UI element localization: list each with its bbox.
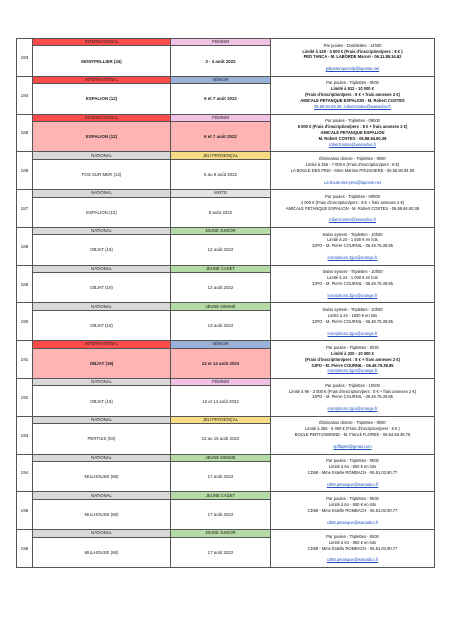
- contact-email-link[interactable]: robertcostes@wanadoo.fr: [329, 141, 376, 147]
- event-detail-line: Swiss system - Triplettes - 10h00: [322, 269, 383, 275]
- event-location: OBJAT (19): [33, 386, 171, 416]
- event-level: NATIONAL: [33, 492, 171, 499]
- event-detail-line: 4 000 € (Frais d'inscription/pers : 8 € + frais annexes 2 €): [300, 199, 405, 205]
- event-detail-line: 3JPO - M. Pierre COURNIL - 06.49.75.39.85: [312, 243, 393, 249]
- event-number: 196: [17, 530, 33, 568]
- event-date: 17 août 2022: [171, 461, 271, 491]
- event-header-row: [17, 39, 435, 46]
- event-location: MULHOUSE (68): [33, 461, 171, 491]
- event-category: FÉMININ: [171, 114, 271, 121]
- event-header-row: [17, 152, 435, 159]
- event-detail-line: Limité à 512 - 10 000 €: [330, 86, 374, 92]
- event-detail-line: PED TANCA - M. LABORDE Marcel - 06.11.89.34.62: [303, 54, 402, 60]
- event-category: JEUNE MINIME: [171, 303, 271, 310]
- event-number: 186: [17, 152, 33, 190]
- event-date: 6 au 8 août 2022: [171, 159, 271, 189]
- event-category: JEUNE JUNIOR: [171, 227, 271, 234]
- event-level: NATIONAL: [33, 379, 171, 386]
- event-level: INTERNATIONAL: [33, 114, 171, 121]
- event-detail-line: 3JPO - M. Pierre COURNIL - 06.49.75.39.85: [312, 394, 393, 400]
- event-detail-line: Limité à 64 - 850 € en lots: [328, 539, 377, 545]
- event-detail-line: (Frais d'inscription/pers : 8 € + frais annexes 2 €): [305, 92, 400, 98]
- event-detail-line: Par poules - Triplettes - 9h00: [326, 458, 379, 464]
- event-detail-line: (Frais d'inscription/pers : 8 € + frais annexes 2 €): [305, 356, 400, 362]
- event-detail-line: Élimination directe - Triplettes - 9h00: [319, 420, 386, 426]
- event-category: FÉMININ: [171, 39, 271, 46]
- event-level: NATIONAL: [33, 530, 171, 537]
- event-detail-line: Limité à 24 - 1 000 € en lots: [327, 275, 378, 281]
- event-date: 17 août 2022: [171, 499, 271, 529]
- event-detail-line: Par poules - Triplettes - 9h00: [326, 496, 379, 502]
- event-number: 193: [17, 416, 33, 454]
- event-date: 6 et 7 août 2022: [171, 121, 271, 151]
- event-location: OBJAT (19): [33, 273, 171, 303]
- event-number: 195: [17, 492, 33, 530]
- event-date: 13 août 2022: [171, 310, 271, 340]
- event-location: OBJAT (19): [33, 310, 171, 340]
- event-details: [271, 303, 435, 341]
- contact-email-link[interactable]: cd68.petanque@wanadoo.fr: [326, 557, 379, 563]
- event-header-row: [17, 227, 435, 234]
- event-location: MULHOUSE (68): [33, 499, 171, 529]
- contact-email-link[interactable]: robertcostes@wanadoo.fr: [329, 217, 376, 223]
- event-detail-line: AMICALE PETANQUE ESPALION: [320, 130, 385, 135]
- event-details: [271, 416, 435, 454]
- event-category: SÉNIOR: [171, 76, 271, 83]
- event-date: 17 août 2022: [171, 537, 271, 567]
- contact-email-link[interactable]: inscriptions.3jpo@orange.fr: [327, 368, 378, 374]
- event-detail-line: BOULE PERTUISIENNE - M. Franck FLORES - 06.64.68.38.76: [294, 432, 411, 438]
- event-category: JEUNE MINIME: [171, 454, 271, 461]
- event-header-row: [17, 416, 435, 423]
- event-details: [271, 39, 435, 77]
- event-details: [271, 114, 435, 152]
- event-number: 184: [17, 76, 33, 114]
- contact-email-link[interactable]: 06.88.94.60.38 -robertcostes@wanadoo.fr: [314, 104, 391, 109]
- event-header-row: [17, 454, 435, 461]
- event-detail-line: M. Robert COSTES - 06.88.94.60.38: [318, 135, 387, 141]
- event-header-row: [17, 76, 435, 83]
- event-details: [271, 454, 435, 492]
- event-header-row: [17, 265, 435, 272]
- event-date: 6 et 7 août 2022: [171, 84, 271, 114]
- event-location: ESPALION (12): [33, 197, 171, 227]
- event-number: 189: [17, 265, 33, 303]
- event-location: OBJAT (19): [33, 235, 171, 265]
- event-location: FOS SUR MER (13): [33, 159, 171, 189]
- event-header-row: [17, 114, 435, 121]
- event-location: PERTUIS (84): [33, 424, 171, 454]
- event-detail-line: LA BOULE DES PINS - Mme Martine POUSSIERE - 06.56.90.94.50: [290, 167, 415, 173]
- event-level: NATIONAL: [33, 227, 171, 234]
- event-detail-line: Par poules - Triplettes - 09h00: [325, 193, 380, 199]
- event-details: [271, 379, 435, 417]
- event-detail-line: Limité à 64 - 850 € en lots: [328, 501, 377, 507]
- event-level: NATIONAL: [33, 190, 171, 197]
- event-detail-line: Par poules - Triplettes - 09h00: [325, 118, 380, 124]
- event-detail-line: Swiss system - Triplettes - 10h00: [322, 231, 383, 237]
- event-details: [271, 76, 435, 114]
- event-detail-line: CD68 - Mme Estelle ROMBACH - 06.51.03.90.77: [307, 545, 398, 551]
- event-date: 13 août 2022: [171, 273, 271, 303]
- event-detail-line: Par poules - Triplettes - 9h00: [326, 533, 379, 539]
- event-date: 8 août 2022: [171, 197, 271, 227]
- event-detail-line: Par poules - Doublettes - 14h00: [323, 42, 382, 48]
- event-details: [271, 492, 435, 530]
- contact-email-link[interactable]: cd68.petanque@wanadoo.fr: [326, 481, 379, 487]
- event-detail-line: Limité à 64 - 850 € en lots: [328, 464, 377, 470]
- event-category: JEUNE JUNIOR: [171, 530, 271, 537]
- event-details: [271, 341, 435, 379]
- event-header-row: [17, 530, 435, 537]
- event-category: JEUNE CADET: [171, 265, 271, 272]
- event-date: 13 et 14 août 2022: [171, 348, 271, 378]
- event-number: 192: [17, 379, 33, 417]
- event-details: [271, 265, 435, 303]
- event-level: INTERNATIONAL: [33, 76, 171, 83]
- event-detail-line: CD68 - Mme Estelle ROMBACH - 06.51.03.90.77: [307, 507, 398, 513]
- event-detail-line: Limité à 24 - 1 500 € en lots: [327, 237, 378, 243]
- event-level: NATIONAL: [33, 265, 171, 272]
- event-header-row: [17, 379, 435, 386]
- event-category: SÉNIOR: [171, 341, 271, 348]
- event-header-row: [17, 341, 435, 348]
- contact-email-link[interactable]: La-boule-des-pins@laposte.net: [324, 179, 381, 185]
- contact-email-link[interactable]: pdtpetanquemlp@laposte.net: [325, 66, 380, 72]
- event-detail-line: Par poules - Triplettes - 9h30: [326, 344, 379, 350]
- event-location: MULHOUSE (68): [33, 537, 171, 567]
- event-detail-line: AMICALE PETANQUE ESPALION - M. Robert COSTES - 06.88.94.60.38: [285, 205, 420, 211]
- event-detail-line: Limité à 256 - 6 000 € (Frais d'inscription/pers : 6 € ): [305, 426, 400, 432]
- event-number: 194: [17, 454, 33, 492]
- event-detail-line: Limité à 24 - 1500 € en lots: [327, 313, 378, 319]
- event-header-row: [17, 492, 435, 499]
- contact-email-link[interactable]: inscriptions.3jpo@orange.fr: [327, 330, 378, 336]
- event-date: 12 août 2022: [171, 235, 271, 265]
- event-number: 190: [17, 303, 33, 341]
- event-location: MONTPELLIER (34): [33, 46, 171, 76]
- event-category: JEU PROVENÇAL: [171, 416, 271, 423]
- event-number: 191: [17, 341, 33, 379]
- event-header-row: [17, 303, 435, 310]
- event-detail-line: 3JPO - M. Pierre COURNIL - 06.49.75.39.85: [311, 362, 394, 368]
- event-number: 187: [17, 190, 33, 228]
- event-number: 185: [17, 114, 33, 152]
- event-detail-line: Limité à 320 - 10 000 €: [330, 350, 374, 356]
- contact-email-link[interactable]: spflbp84@gmail.com: [333, 444, 372, 450]
- event-level: NATIONAL: [33, 152, 171, 159]
- contact-email-link[interactable]: inscriptions.3jpo@orange.fr: [327, 292, 378, 298]
- event-level: NATIONAL: [33, 416, 171, 423]
- event-category: MIXTE: [171, 190, 271, 197]
- event-detail-line: Par poules - Triplettes - 9h00: [326, 80, 379, 86]
- competition-table: [16, 38, 435, 568]
- event-level: NATIONAL: [33, 303, 171, 310]
- event-date: 13 et 14 août 2022: [171, 386, 271, 416]
- event-date: 13 au 15 août 2022: [171, 424, 271, 454]
- event-detail-line: Swiss system - Triplettes - 10h00: [322, 307, 383, 313]
- event-details: [271, 227, 435, 265]
- event-level: NATIONAL: [33, 454, 171, 461]
- event-detail-line: 3JPO - M. Pierre COURNIL - 06.49.75.39.85: [312, 281, 393, 287]
- event-detail-line: Par poules - Triplettes - 10h00: [325, 382, 380, 388]
- event-detail-line: Limité à 96 - 3 000 € (Frais d'inscription/pers : 8 € + frais annexes 2 €): [289, 388, 416, 394]
- event-details: [271, 190, 435, 228]
- event-location: ESPALION (12): [33, 121, 171, 151]
- event-details: [271, 152, 435, 190]
- event-detail-line: Limité à 256 - 7 000 € (Frais d'inscription/pers : 8 €): [305, 161, 400, 167]
- event-date: 3 - 4 août 2022: [171, 46, 271, 76]
- event-detail-line: Élimination directe - Triplettes - 9h00: [319, 156, 386, 161]
- event-location: OBJAT (19): [33, 348, 171, 378]
- event-category: JEUNE CADET: [171, 492, 271, 499]
- event-level: INTERNATIONAL: [33, 39, 171, 46]
- contact-email-link[interactable]: inscriptions.3jpo@orange.fr: [327, 406, 378, 412]
- event-detail-line: AMICALE PETANQUE ESPALION - M. Robert COSTES: [300, 98, 405, 104]
- competition-table-body: [17, 39, 435, 568]
- contact-email-link[interactable]: inscriptions.3jpo@orange.fr: [327, 255, 378, 261]
- event-detail-line: Limité à 128 - 4 000 € (Frais d'inscription/pers : 8 € ): [302, 48, 403, 54]
- event-category: FÉMININ: [171, 379, 271, 386]
- event-details: [271, 530, 435, 568]
- event-detail-line: 3JPO - M. Pierre COURNIL - 06.49.75.39.85: [312, 318, 393, 324]
- event-detail-line: 5 000 € (Frais d'inscription/pers : 8 € + frais annexes 2 €): [297, 124, 408, 130]
- event-location: ESPALION (12): [33, 84, 171, 114]
- event-number: 188: [17, 227, 33, 265]
- event-detail-line: CD68 - Mme Estelle ROMBACH - 06.51.03.90.77: [307, 470, 398, 476]
- event-category: JEU PROVENÇAL: [171, 152, 271, 159]
- event-level: INTERNATIONAL: [33, 341, 171, 348]
- event-header-row: [17, 190, 435, 197]
- event-number: 183: [17, 39, 33, 77]
- contact-email-link[interactable]: cd68.petanque@wanadoo.fr: [326, 519, 379, 525]
